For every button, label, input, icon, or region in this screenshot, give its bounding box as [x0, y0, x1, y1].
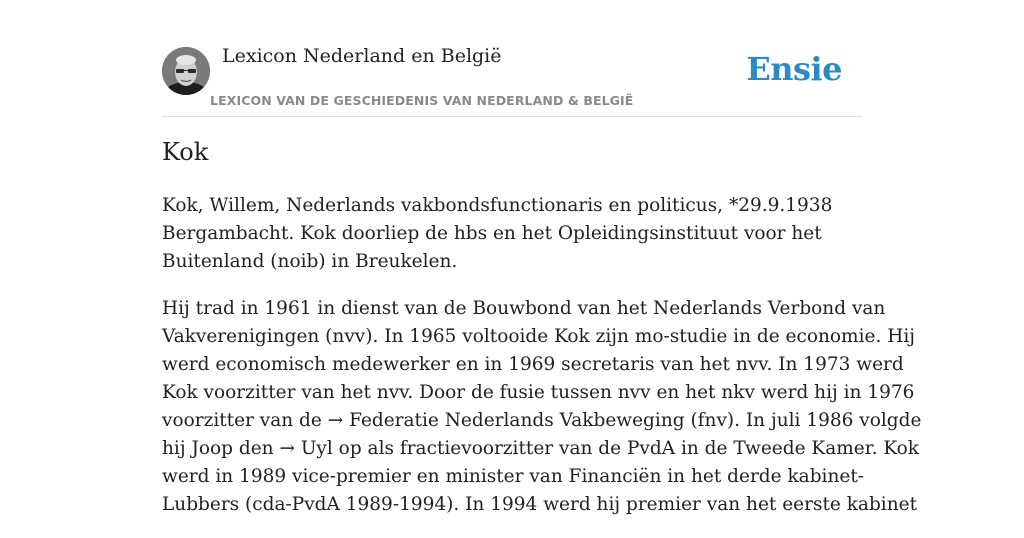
paragraph-2 [162, 295, 922, 519]
text-line: Buitenland (noib) in Breukelen. [162, 251, 458, 272]
text-line: werd economisch medewerker en in 1969 secretaris van het nvv. In 1973 werd [162, 354, 904, 375]
text-segment: op als fractievoorzitter van de PvdA in de Tweede Kamer. Kok [332, 438, 919, 459]
header [162, 0, 862, 117]
xref-link-fnv[interactable]: → Federatie Nederlands Vakbeweging [327, 410, 685, 431]
text-segment: (fnv). In juli 1986 volgde [684, 410, 922, 431]
entry-body [162, 192, 922, 538]
author-avatar[interactable] [162, 47, 210, 95]
text-line: Vakverenigingen (nvv). In 1965 voltooide Kok zijn mo-studie in de economie. Hij [162, 326, 916, 347]
text-line: Lubbers (cda-PvdA 1989-1994). In 1994 werd hij premier van het eerste kabinet [162, 494, 918, 515]
text-line: werd in 1989 vice-premier en minister van Financiën in het derde kabinet- [162, 466, 865, 487]
text-line: Kok voorzitter van het nvv. Door de fusie tussen nvv en het nkv werd hij in 1976 [162, 382, 915, 403]
text-segment: hij Joop den [162, 438, 280, 459]
page [162, 0, 922, 515]
book-title[interactable]: Lexicon Nederland en België [222, 45, 502, 67]
brand-logo[interactable]: Ensie [746, 50, 842, 88]
entry-title: Kok [162, 138, 209, 166]
text-segment: voorzitter van de [162, 410, 328, 431]
book-subtitle: LEXICON VAN DE GESCHIEDENIS VAN NEDERLAND & BELGIË [210, 93, 634, 108]
text-line: Bergambacht. Kok doorliep de hbs en het Opleidingsinstituut voor het [162, 223, 822, 244]
paragraph-1 [162, 192, 862, 276]
avatar-portrait-icon [162, 47, 210, 95]
text-line: Kok, Willem, Nederlands vakbondsfunctionaris en politicus, *29.9.1938 [162, 195, 833, 216]
text-line: Hij trad in 1961 in dienst van de Bouwbond van het Nederlands Verbond van [162, 298, 886, 319]
xref-link-uyl[interactable]: → Uyl [279, 438, 333, 459]
